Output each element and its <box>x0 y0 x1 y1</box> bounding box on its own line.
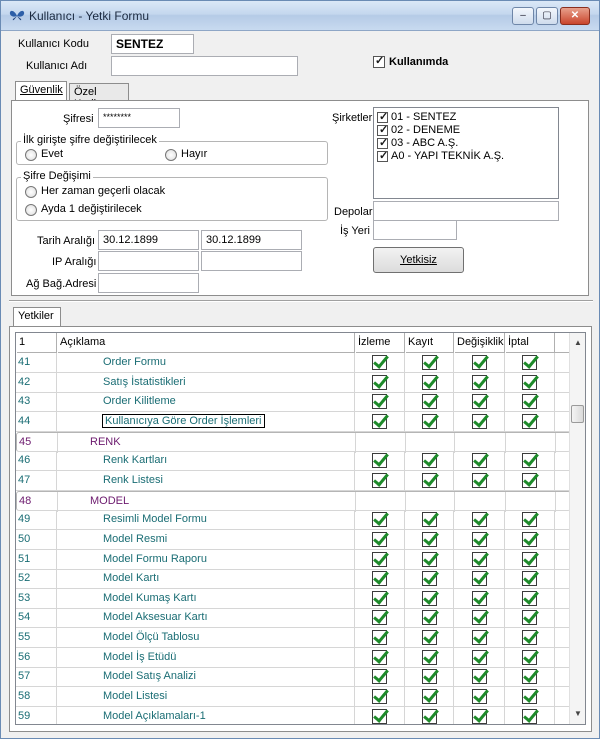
cancel-checkbox[interactable] <box>522 473 537 488</box>
ip-range-label: IP Aralığı <box>52 256 97 268</box>
permission-row-description <box>57 353 355 373</box>
permission-cell <box>405 569 454 589</box>
password-change-group <box>16 170 328 221</box>
user-name-input[interactable] <box>111 56 298 76</box>
permission-row[interactable] <box>16 648 571 668</box>
permission-cell <box>506 433 556 453</box>
permission-row-description-text: Model Resmi <box>103 532 168 545</box>
view-checkbox[interactable] <box>372 630 387 645</box>
permission-row[interactable] <box>16 432 571 452</box>
save-checkbox[interactable] <box>422 689 437 704</box>
permission-row[interactable] <box>16 550 571 570</box>
permission-cell <box>355 687 405 707</box>
permission-cell <box>405 648 454 668</box>
password-change-group-title: Şifre Değişimi <box>23 170 91 182</box>
col-header-cancel[interactable]: İptal <box>505 333 555 353</box>
permission-row[interactable] <box>16 530 571 550</box>
cancel-checkbox[interactable] <box>522 709 537 724</box>
permission-row-description-text: Order Kilitleme <box>103 395 176 408</box>
permission-row[interactable] <box>16 589 571 609</box>
cancel-checkbox[interactable] <box>522 571 537 586</box>
permission-row-number: 48 <box>17 492 58 512</box>
permission-row-description <box>57 510 355 530</box>
modify-checkbox[interactable] <box>472 414 487 429</box>
permission-row[interactable] <box>16 687 571 707</box>
permission-cell <box>505 608 555 628</box>
permission-cell <box>454 471 505 491</box>
first-login-no-radio[interactable] <box>165 149 177 161</box>
permission-cell <box>505 510 555 530</box>
permission-cell <box>406 433 455 453</box>
permission-row-description-text: Order Formu <box>103 356 166 368</box>
cancel-checkbox[interactable] <box>522 532 537 547</box>
view-checkbox[interactable] <box>372 689 387 704</box>
save-checkbox[interactable] <box>422 630 437 645</box>
permission-cell <box>454 550 505 570</box>
permission-row-number: 44 <box>16 412 57 432</box>
view-checkbox[interactable] <box>372 669 387 684</box>
permission-row[interactable] <box>16 451 571 471</box>
permission-cell <box>355 628 405 648</box>
permission-row-description <box>57 471 355 491</box>
permission-cell <box>355 589 405 609</box>
grid-header <box>16 333 571 353</box>
permission-row-description-text: Renk Listesi <box>103 473 163 486</box>
tab-permissions[interactable] <box>13 307 61 327</box>
company-item[interactable]: ✓03 - ABC A.Ş. <box>377 137 458 151</box>
permission-cell <box>505 392 555 412</box>
permission-cell <box>405 687 454 707</box>
grid-vertical-scrollbar[interactable] <box>569 333 585 724</box>
permission-cell <box>355 353 405 373</box>
permission-cell <box>455 492 506 512</box>
scroll-up-arrow-icon[interactable]: ▲ <box>574 338 582 347</box>
view-checkbox[interactable] <box>372 650 387 665</box>
modify-checkbox[interactable] <box>472 552 487 567</box>
permission-cell <box>355 648 405 668</box>
permission-cell <box>356 492 406 512</box>
modify-checkbox[interactable] <box>472 650 487 665</box>
modify-checkbox[interactable] <box>472 453 487 468</box>
permission-row-description <box>57 667 355 687</box>
date-from-input[interactable]: 30.12.1899 <box>98 230 199 250</box>
warehouses-input[interactable] <box>373 201 559 221</box>
permission-cell <box>356 433 406 453</box>
modify-checkbox[interactable] <box>472 669 487 684</box>
modify-checkbox[interactable] <box>472 375 487 390</box>
permission-row[interactable] <box>16 471 571 491</box>
permission-cell <box>505 687 555 707</box>
view-checkbox[interactable] <box>372 532 387 547</box>
permission-cell <box>355 412 405 432</box>
permission-row-number: 52 <box>16 569 57 589</box>
permission-cell <box>405 510 454 530</box>
permission-cell <box>505 569 555 589</box>
cancel-checkbox[interactable] <box>522 552 537 567</box>
permission-cell <box>505 628 555 648</box>
unauthorized-button[interactable] <box>373 247 464 273</box>
security-panel <box>11 100 589 296</box>
permission-row-number: 43 <box>16 392 57 412</box>
permission-row-number: 54 <box>16 608 57 628</box>
company-checkbox[interactable] <box>377 125 388 136</box>
close-button[interactable]: ✕ <box>560 7 590 25</box>
cancel-checkbox[interactable] <box>522 394 537 409</box>
save-checkbox[interactable] <box>422 394 437 409</box>
view-checkbox[interactable] <box>372 512 387 527</box>
permission-cell <box>505 530 555 550</box>
permissions-grid[interactable] <box>15 332 586 725</box>
permission-row-number: 47 <box>16 471 57 491</box>
permission-cell <box>355 451 405 471</box>
save-checkbox[interactable] <box>422 355 437 370</box>
view-checkbox[interactable] <box>372 453 387 468</box>
permission-row-description <box>58 492 356 512</box>
butterfly-icon <box>9 9 25 23</box>
permission-cell <box>355 608 405 628</box>
permission-row-number: 42 <box>16 373 57 393</box>
permission-row[interactable] <box>16 392 571 412</box>
permission-cell <box>406 492 455 512</box>
permission-cell <box>355 373 405 393</box>
permission-row-number: 53 <box>16 589 57 609</box>
view-checkbox[interactable] <box>372 709 387 724</box>
col-header-view[interactable]: İzleme <box>355 333 405 353</box>
permission-row-number: 51 <box>16 550 57 570</box>
permission-row[interactable] <box>16 707 571 725</box>
permission-cell <box>405 353 454 373</box>
network-address-label: Ağ Bağ.Adresi <box>26 278 97 290</box>
permission-cell <box>455 433 506 453</box>
save-checkbox[interactable] <box>422 669 437 684</box>
permission-cell <box>454 451 505 471</box>
cancel-checkbox[interactable] <box>522 512 537 527</box>
save-checkbox[interactable] <box>422 512 437 527</box>
cancel-checkbox[interactable] <box>522 414 537 429</box>
modify-checkbox[interactable] <box>472 591 487 606</box>
user-code-input[interactable]: SENTEZ <box>111 34 194 54</box>
always-valid-radio[interactable] <box>25 186 37 198</box>
view-checkbox[interactable] <box>372 355 387 370</box>
permission-cell <box>505 451 555 471</box>
company-checkbox[interactable] <box>377 112 388 123</box>
first-login-group <box>16 134 328 165</box>
permission-cell <box>405 392 454 412</box>
permission-row-number: 57 <box>16 667 57 687</box>
save-checkbox[interactable] <box>422 610 437 625</box>
company-checkbox[interactable] <box>377 138 388 149</box>
permission-cell <box>505 589 555 609</box>
user-code-label: Kullanıcı Kodu <box>18 38 89 50</box>
ip-to-input[interactable] <box>201 251 302 271</box>
permission-cell <box>505 471 555 491</box>
save-checkbox[interactable] <box>422 571 437 586</box>
permission-cell <box>454 392 505 412</box>
permission-row-description-text: Satış İstatistikleri <box>103 375 186 388</box>
permission-cell <box>454 648 505 668</box>
modify-checkbox[interactable] <box>472 473 487 488</box>
permission-cell <box>355 392 405 412</box>
permission-cell <box>405 667 454 687</box>
title-bar[interactable] <box>1 1 599 31</box>
tab-security-label: Güvenlik <box>20 84 63 96</box>
permission-row-description-text: Model Formu Raporu <box>103 552 207 565</box>
permission-row-description <box>58 433 356 453</box>
companies-list[interactable] <box>373 107 559 199</box>
cancel-checkbox[interactable] <box>522 610 537 625</box>
workplace-input[interactable] <box>373 220 457 240</box>
view-checkbox[interactable] <box>372 473 387 488</box>
permission-row-number: 55 <box>16 628 57 648</box>
cancel-checkbox[interactable] <box>522 453 537 468</box>
col-header-modify[interactable]: Değişiklik <box>454 333 505 353</box>
col-header-number[interactable]: 1 <box>16 333 57 353</box>
view-checkbox[interactable] <box>372 552 387 567</box>
permission-row[interactable] <box>16 353 571 373</box>
modify-checkbox[interactable] <box>472 571 487 586</box>
tab-special-codes-label: Özel <box>74 86 97 98</box>
permission-row-number: 41 <box>16 353 57 373</box>
first-login-yes-radio[interactable] <box>25 149 37 161</box>
permission-row-description <box>57 412 355 432</box>
modify-checkbox[interactable] <box>472 630 487 645</box>
col-header-description[interactable]: Açıklama <box>57 333 355 353</box>
save-checkbox[interactable] <box>422 473 437 488</box>
permission-cell <box>405 451 454 471</box>
in-use-checkbox[interactable] <box>373 56 385 68</box>
permission-row[interactable] <box>16 569 571 589</box>
permission-cell <box>355 667 405 687</box>
modify-checkbox[interactable] <box>472 689 487 704</box>
view-checkbox[interactable] <box>372 414 387 429</box>
cancel-checkbox[interactable] <box>522 630 537 645</box>
cancel-checkbox[interactable] <box>522 689 537 704</box>
date-range-label: Tarih Aralığı <box>37 235 96 247</box>
save-checkbox[interactable] <box>422 375 437 390</box>
modify-checkbox[interactable] <box>472 512 487 527</box>
permission-cell <box>454 530 505 550</box>
permission-cell <box>505 707 555 725</box>
save-checkbox[interactable] <box>422 552 437 567</box>
permission-cell <box>405 608 454 628</box>
save-checkbox[interactable] <box>422 709 437 724</box>
permission-cell <box>505 373 555 393</box>
permission-cell <box>505 648 555 668</box>
permission-row-description-text: Model Satış Analizi <box>103 670 196 683</box>
password-input[interactable]: ******** <box>98 108 180 128</box>
permission-row-number: 59 <box>16 707 57 725</box>
permission-cell <box>405 530 454 550</box>
permission-row-number: 56 <box>16 648 57 668</box>
cancel-checkbox[interactable] <box>522 591 537 606</box>
cancel-checkbox[interactable] <box>522 355 537 370</box>
permission-cell <box>405 550 454 570</box>
permission-cell <box>405 707 454 725</box>
permission-cell <box>454 569 505 589</box>
permission-row-description <box>57 392 355 412</box>
permission-cell <box>454 687 505 707</box>
permission-cell <box>505 667 555 687</box>
permission-row-description-text: Model Kumaş Kartı <box>103 591 197 604</box>
workplace-label: İş Yeri <box>340 225 370 237</box>
company-item[interactable]: ✓ 01 - SENTEZ <box>377 111 456 125</box>
permission-cell <box>454 412 505 432</box>
tab-security[interactable] <box>15 81 67 101</box>
tab-permissions-label: Yetkiler <box>18 310 54 322</box>
view-checkbox[interactable] <box>372 394 387 409</box>
view-checkbox[interactable] <box>372 375 387 390</box>
save-checkbox[interactable] <box>422 453 437 468</box>
permission-cell <box>405 412 454 432</box>
company-item[interactable]: ✓A0 - YAPI TEKNİK A.Ş. <box>377 150 504 164</box>
save-checkbox[interactable] <box>422 591 437 606</box>
scroll-thumb[interactable] <box>571 405 584 423</box>
modify-checkbox[interactable] <box>472 709 487 724</box>
company-item[interactable]: ✓02 - DENEME <box>377 124 460 138</box>
ip-from-input[interactable] <box>98 251 199 271</box>
company-checkbox[interactable] <box>377 151 388 162</box>
always-valid-label: Her zaman geçerli olacak <box>41 185 166 197</box>
permission-row-description-text: RENK <box>90 435 121 448</box>
cancel-checkbox[interactable] <box>522 650 537 665</box>
permission-cell <box>505 412 555 432</box>
first-login-group-title: İlk girişte şifre değiştirilecek <box>23 134 157 146</box>
permission-cell <box>355 569 405 589</box>
minimize-button[interactable]: – <box>512 7 534 25</box>
permission-row-description-text: Model Kartı <box>103 572 160 585</box>
view-checkbox[interactable] <box>372 610 387 625</box>
permission-row[interactable] <box>16 491 571 511</box>
permission-cell <box>505 353 555 373</box>
permission-row-description <box>57 648 355 668</box>
user-name-label: Kullanıcı Adı <box>26 60 88 72</box>
permission-cell <box>405 628 454 648</box>
monthly-change-label: Ayda 1 değiştirilecek <box>41 203 142 215</box>
modify-checkbox[interactable] <box>472 610 487 625</box>
permission-row-description <box>57 608 355 628</box>
permission-row-description-text: Model Açıklamaları-1 <box>103 709 206 722</box>
permission-cell <box>355 530 405 550</box>
permission-row-description-text: MODEL <box>90 494 130 507</box>
permission-cell <box>454 373 505 393</box>
permission-row-description <box>57 569 355 589</box>
permission-cell <box>405 373 454 393</box>
modify-checkbox[interactable] <box>472 394 487 409</box>
cancel-checkbox[interactable] <box>522 669 537 684</box>
view-checkbox[interactable] <box>372 591 387 606</box>
permission-cell <box>454 707 505 725</box>
permission-cell <box>405 589 454 609</box>
permission-row-number: 45 <box>17 433 58 453</box>
permission-row-description-text: Resimli Model Formu <box>103 513 207 526</box>
permission-row-description-text: Kullanıcıya Göre Order İşlemleri <box>105 414 262 427</box>
permission-cell <box>355 550 405 570</box>
permission-cell <box>355 707 405 725</box>
permission-cell <box>454 353 505 373</box>
permission-cell <box>505 550 555 570</box>
permission-cell <box>454 589 505 609</box>
first-login-yes-label: Evet <box>41 148 64 160</box>
permission-row[interactable] <box>16 510 571 530</box>
permission-row-description <box>57 589 355 609</box>
permission-row-number: 46 <box>16 451 57 471</box>
permission-row-description <box>57 530 355 550</box>
modify-checkbox[interactable] <box>472 355 487 370</box>
col-header-save[interactable]: Kayıt <box>405 333 454 353</box>
tab-special-codes[interactable] <box>69 83 129 101</box>
cancel-checkbox[interactable] <box>522 375 537 390</box>
permission-row-number: 49 <box>16 510 57 530</box>
permission-cell <box>506 492 556 512</box>
permission-row-description-text: Model Ölçü Tablosu <box>103 631 200 644</box>
permission-row-description <box>57 628 355 648</box>
modify-checkbox[interactable] <box>472 532 487 547</box>
network-address-input[interactable] <box>98 273 199 293</box>
save-checkbox[interactable] <box>422 414 437 429</box>
save-checkbox[interactable] <box>422 532 437 547</box>
permission-row[interactable] <box>16 628 571 648</box>
date-to-input[interactable]: 30.12.1899 <box>201 230 302 250</box>
splitter[interactable] <box>9 300 593 302</box>
save-checkbox[interactable] <box>422 650 437 665</box>
permission-row-description <box>57 687 355 707</box>
permission-row-description-text: Model Aksesuar Kartı <box>103 611 208 624</box>
permission-row-number: 58 <box>16 687 57 707</box>
permission-cell <box>454 667 505 687</box>
permission-cell <box>355 510 405 530</box>
window-title: Kullanıcı - Yetki Formu <box>29 9 150 23</box>
permission-row-description <box>57 550 355 570</box>
permission-row-number: 50 <box>16 530 57 550</box>
companies-label: Şirketler <box>332 112 373 124</box>
password-label: Şifresi <box>63 113 94 125</box>
first-login-no-label: Hayır <box>181 148 208 160</box>
unauthorized-button-label: Yetkisiz <box>400 254 437 266</box>
permission-row-description-text: Model İş Etüdü <box>103 650 177 663</box>
permission-cell <box>355 471 405 491</box>
scroll-down-arrow-icon[interactable]: ▼ <box>574 709 582 718</box>
permission-cell <box>454 628 505 648</box>
view-checkbox[interactable] <box>372 571 387 586</box>
permission-row[interactable] <box>16 373 571 393</box>
permission-cell <box>405 471 454 491</box>
warehouses-label: Depolar <box>334 206 373 218</box>
permission-row-description <box>57 707 355 725</box>
permission-row[interactable] <box>16 412 571 432</box>
monthly-change-radio[interactable] <box>25 204 37 216</box>
permission-row[interactable] <box>16 667 571 687</box>
permission-row-description <box>57 373 355 393</box>
permission-cell <box>454 510 505 530</box>
in-use-label: Kullanımda <box>389 56 449 68</box>
permission-row-description-text: Model Listesi <box>103 690 168 703</box>
permission-cell <box>454 608 505 628</box>
permission-row-description <box>57 451 355 471</box>
permission-row[interactable] <box>16 608 571 628</box>
permission-row-description-text: Renk Kartları <box>103 454 168 467</box>
maximize-button[interactable]: ▢ <box>536 7 558 25</box>
